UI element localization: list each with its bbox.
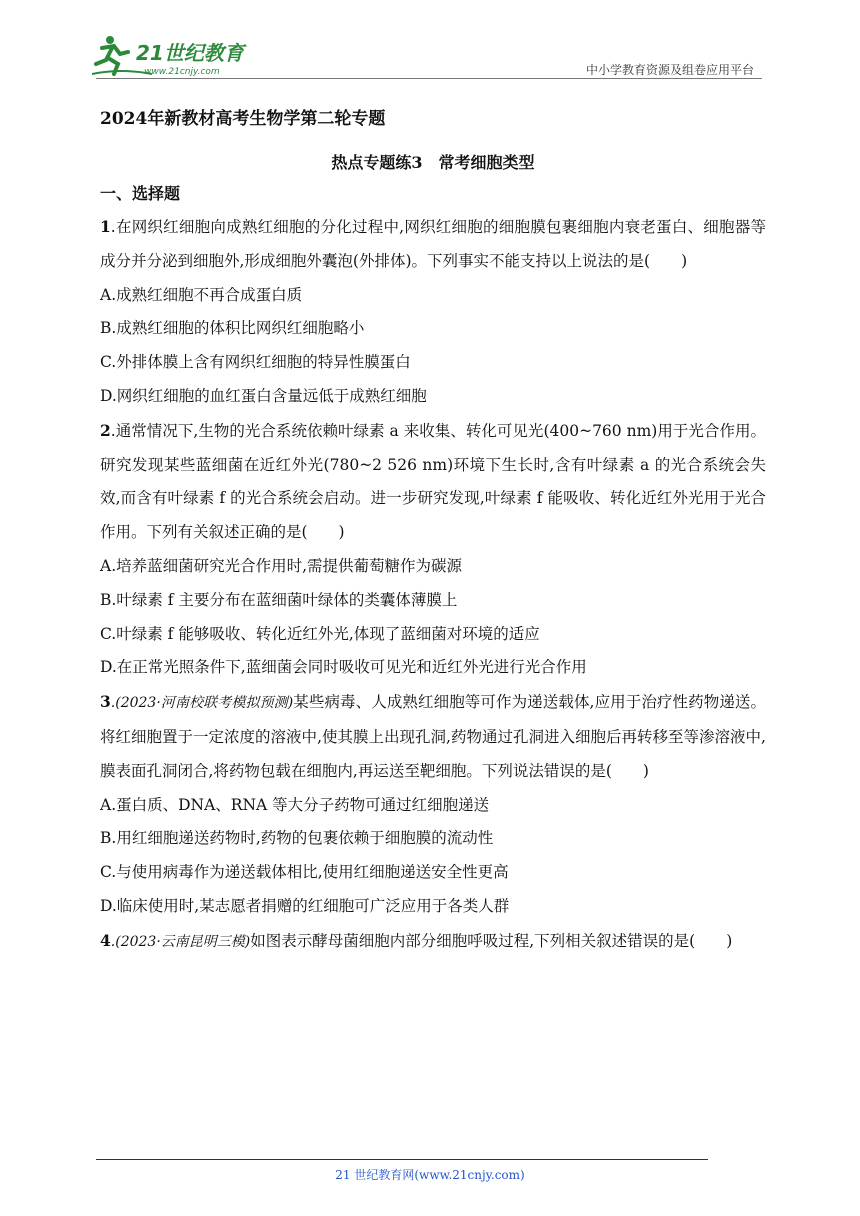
question-text: 如图表示酵母菌细胞内部分细胞呼吸过程,下列相关叙述错误的是( ) (250, 931, 733, 950)
option-a: A.成熟红细胞不再合成蛋白质 (100, 285, 303, 304)
section-title: 热点专题练3 常考细胞类型 (331, 153, 535, 172)
svg-text:21世纪教育: 21世纪教育 (136, 41, 244, 65)
question-number: 2 (100, 420, 111, 440)
option-d: D.临床使用时,某志愿者捐赠的红细胞可广泛应用于各类人群 (100, 896, 510, 915)
question-stem (100, 414, 766, 550)
option-c: C.叶绿素 f 能够吸收、转化近红外光,体现了蓝细菌对环境的适应 (100, 624, 540, 643)
document-body (100, 104, 766, 960)
option-c: C.与使用病毒作为递送载体相比,使用红细胞递送安全性更高 (100, 863, 509, 882)
question-text: 某些病毒、人成熟红细胞等可作为递送载体,应用于治疗性药物递送。将红细胞置于一定浓度的溶液中,使其膜上出现孔洞,药物通过孔洞进入细胞后再转移至等渗溶液中,膜表面孔洞闭合,将药物包载在细胞内,再运送至靶细胞。下列说法错误的是( ) (100, 693, 766, 780)
header-slogan: 中小学教育资源及组卷应用平台 (585, 63, 754, 77)
question-text: .通常情况下,生物的光合系统依赖叶绿素 a 来收集、转化可见光(400~760 nm)用于光合作用。研究发现某些蓝细菌在近红外光(780~2 526 nm)环境下生长时,含有叶绿素 a 的光合系统会失效,而含有叶绿素 f 的光合系统会启动。进一步研究发现,叶绿素 f 能吸收、转化近红外光用于光合作用。下列有关叙述正确的是( ) (100, 421, 766, 542)
option-a: A.培养蓝细菌研究光合作用时,需提供葡萄糖作为碳源 (100, 556, 463, 575)
option-b: B.叶绿素 f 主要分布在蓝细菌叶绿体的类囊体薄膜上 (100, 590, 458, 609)
question-source: .(2023·河南校联考模拟预测) (110, 695, 294, 712)
question-number: 4 (100, 930, 111, 950)
footer-divider (96, 1159, 708, 1160)
option-b: B.用红细胞递送药物时,药物的包裹依赖于细胞膜的流动性 (100, 829, 494, 848)
question-text: .在网织红细胞向成熟红细胞的分化过程中,网织红细胞的细胞膜包裹细胞内衰老蛋白、细胞器等成分并分泌到细胞外,形成细胞外囊泡(外排体)。下列事实不能支持以上说法的是( ) (100, 218, 766, 270)
question-4 (100, 924, 766, 960)
question-stem (100, 210, 766, 279)
footer-link[interactable]: 21 世纪教育网(www.21cnjy.com) (335, 1168, 525, 1182)
svg-text:www.21cnjy.com: www.21cnjy.com (144, 67, 220, 77)
option-d: D.在正常光照条件下,蓝细菌会同时吸收可见光和近红外光进行光合作用 (100, 658, 587, 677)
header-divider (96, 78, 762, 79)
question-number: 3 (100, 692, 111, 712)
question-number: 1 (100, 217, 111, 236)
question-1 (100, 210, 766, 414)
part-heading: 一、选择题 (100, 184, 181, 203)
option-a: A.蛋白质、DNA、RNA 等大分子药物可通过红细胞递送 (100, 795, 490, 814)
question-stem (100, 924, 766, 960)
question-source: .(2023·云南昆明三模) (110, 933, 251, 950)
option-b: B.成熟红细胞的体积比网织红细胞略小 (100, 319, 365, 338)
question-2 (100, 414, 766, 685)
document-title: 2024年新教材高考生物学第二轮专题 (100, 109, 386, 129)
question-stem (100, 685, 766, 788)
question-3 (100, 685, 766, 924)
page-header (0, 0, 860, 80)
site-logo (92, 34, 262, 78)
option-d: D.网织红细胞的血红蛋白含量远低于成熟红细胞 (100, 386, 427, 405)
option-c: C.外排体膜上含有网织红细胞的特异性膜蛋白 (100, 353, 411, 372)
